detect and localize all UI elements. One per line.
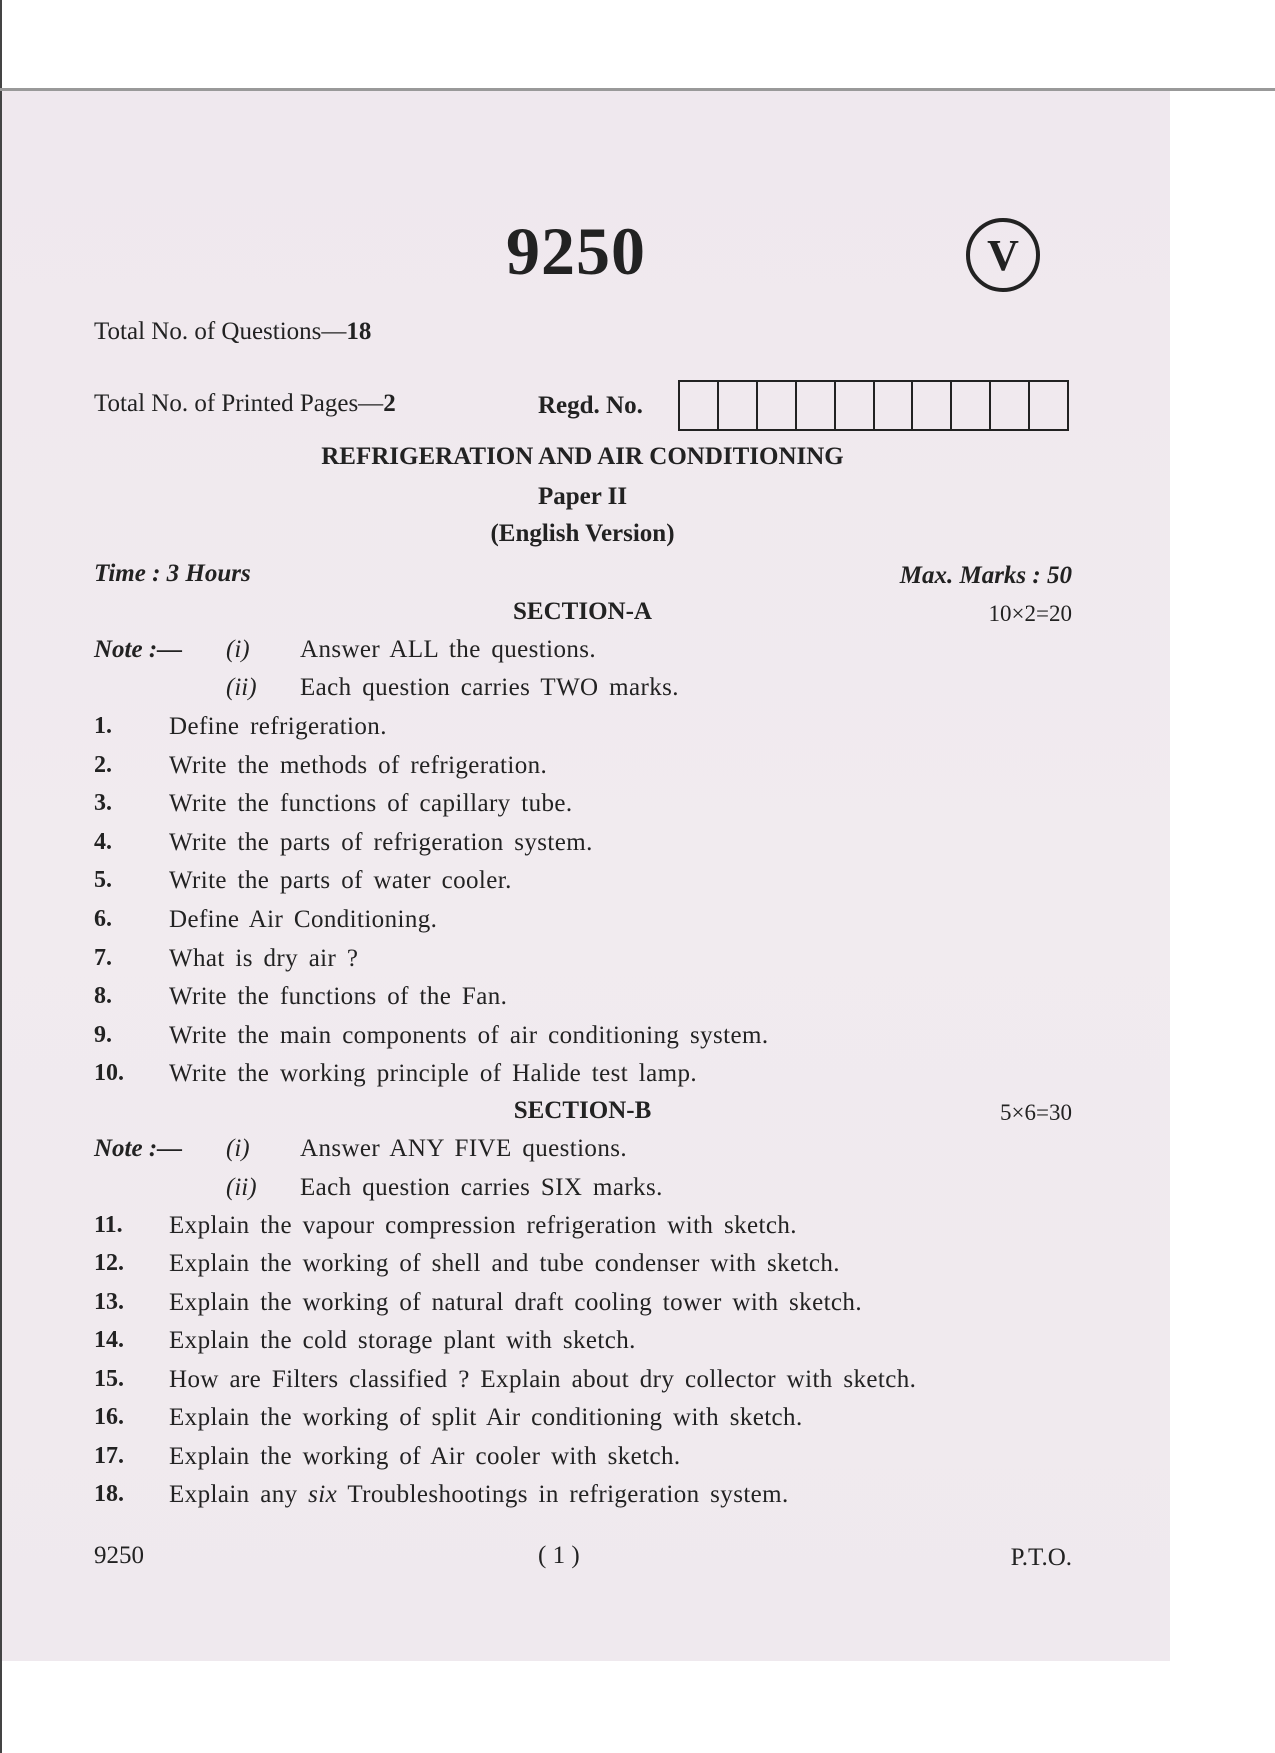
question-number: 2. <box>94 752 112 778</box>
version-mark-circle <box>966 218 1040 292</box>
question-number: 5. <box>94 867 112 893</box>
question-text: Write the methods of refrigeration. <box>169 752 548 779</box>
note-num: (i) <box>226 1135 250 1162</box>
regd-digit-box[interactable] <box>836 382 875 429</box>
exam-time: Time : 3 Hours <box>94 560 251 587</box>
footer-code: 9250 <box>94 1542 144 1569</box>
question-text-emphasis: six <box>308 1481 338 1508</box>
note-text: Answer ANY FIVE questions. <box>300 1135 628 1162</box>
question-number: 14. <box>94 1327 124 1353</box>
question-number: 12. <box>94 1250 124 1276</box>
paper-version: (English Version) <box>490 520 675 547</box>
question-text: Explain the working of shell and tube condenser with sketch. <box>169 1250 840 1277</box>
question-number: 17. <box>94 1443 124 1469</box>
question-text: Explain the working of Air cooler with sketch. <box>169 1443 681 1470</box>
question-number: 7. <box>94 945 112 971</box>
question-text: Write the main components of air conditioning system. <box>169 1022 769 1049</box>
question-text: How are Filters classified ? Explain about dry collector with sketch. <box>169 1366 917 1393</box>
question-number: 6. <box>94 906 112 932</box>
total-questions-value: 18 <box>346 318 372 345</box>
question-number: 4. <box>94 829 112 855</box>
total-questions-label: Total No. of Questions— <box>94 318 347 345</box>
regd-digit-box[interactable] <box>875 382 914 429</box>
subject-title: REFRIGERATION AND AIR CONDITIONING <box>321 443 844 470</box>
total-pages-label: Total No. of Printed Pages— <box>94 390 384 417</box>
note-text: Answer ALL the questions. <box>300 636 597 663</box>
paper-number: Paper II <box>537 483 628 510</box>
section-a-heading: SECTION-A <box>513 598 652 625</box>
question-text-part: Explain any <box>169 1481 309 1508</box>
note-text: Each question carries SIX marks. <box>300 1174 663 1201</box>
regd-number-boxes[interactable] <box>678 380 1069 431</box>
total-pages-value: 2 <box>383 390 396 417</box>
question-number: 8. <box>94 983 112 1009</box>
note-text: Each question carries TWO marks. <box>300 674 679 701</box>
total-questions-line <box>94 318 371 346</box>
regd-digit-box[interactable] <box>952 382 991 429</box>
note-num: (ii) <box>226 674 257 701</box>
question-text <box>169 1481 789 1509</box>
question-text: Explain the working of split Air conditioning with sketch. <box>169 1404 803 1431</box>
question-text: Define Air Conditioning. <box>169 906 438 933</box>
question-text: Explain the cold storage plant with sketch. <box>169 1327 636 1354</box>
question-text: Define refrigeration. <box>169 713 387 740</box>
question-text: Explain the vapour compression refrigeration with sketch. <box>169 1212 797 1239</box>
question-text: Write the parts of water cooler. <box>169 867 512 894</box>
version-mark: V <box>987 230 1019 280</box>
paper-code: 9250 <box>506 213 646 289</box>
regd-digit-box[interactable] <box>680 382 719 429</box>
regd-digit-box[interactable] <box>758 382 797 429</box>
regd-digit-box[interactable] <box>913 382 952 429</box>
question-number: 13. <box>94 1289 124 1315</box>
section-a-note-label: Note :— <box>94 636 183 663</box>
regd-digit-box[interactable] <box>719 382 758 429</box>
question-number: 11. <box>94 1212 123 1238</box>
question-number: 1. <box>94 713 112 739</box>
question-text: Explain the working of natural draft cooling tower with sketch. <box>169 1289 862 1316</box>
note-num: (ii) <box>226 1174 257 1201</box>
question-number: 18. <box>94 1481 124 1507</box>
question-text: Write the parts of refrigeration system. <box>169 829 593 856</box>
page-number: ( 1 ) <box>538 1542 580 1569</box>
question-text: Write the functions of the Fan. <box>169 983 508 1010</box>
question-text: What is dry air ? <box>169 945 359 972</box>
regd-digit-box[interactable] <box>797 382 836 429</box>
question-number: 15. <box>94 1366 124 1392</box>
question-number: 9. <box>94 1022 112 1048</box>
question-text: Write the functions of capillary tube. <box>169 790 573 817</box>
question-number: 3. <box>94 790 112 816</box>
max-marks: Max. Marks : 50 <box>899 562 1072 589</box>
question-text: Write the working principle of Halide test lamp. <box>169 1060 697 1087</box>
regd-label: Regd. No. <box>538 392 643 419</box>
regd-digit-box[interactable] <box>1030 382 1067 429</box>
section-b-note-label: Note :— <box>94 1135 183 1162</box>
regd-digit-box[interactable] <box>991 382 1030 429</box>
pto-label: P.T.O. <box>1010 1544 1072 1571</box>
section-a-marks: 10×2=20 <box>988 601 1072 626</box>
question-number: 16. <box>94 1404 124 1430</box>
section-b-heading: SECTION-B <box>513 1097 652 1124</box>
note-num: (i) <box>226 636 250 663</box>
section-b-marks: 5×6=30 <box>1000 1100 1072 1125</box>
question-text-part: Troubleshootings in refrigeration system. <box>337 1481 789 1508</box>
total-pages-line <box>94 390 396 418</box>
question-number: 10. <box>94 1060 124 1086</box>
